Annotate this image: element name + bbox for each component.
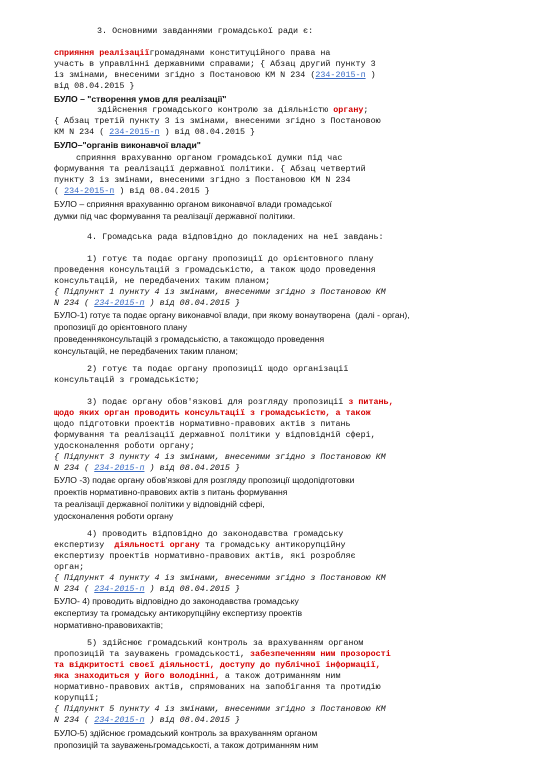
amended-text-line: 3) подає органу обов'язкові для розгляду пропозиції з питань, [87, 397, 394, 407]
previous-version-note: пропозицій та зауваженьгромадськості, а також дотриманням ним [54, 740, 319, 750]
decree-link[interactable]: 234-2015-п [94, 463, 145, 473]
text-line: 2) готує та подає органу пропозиції щодо організації [87, 364, 349, 374]
decree-link[interactable]: 234-2015-п [94, 715, 145, 725]
decree-link[interactable]: 234-2015-п [94, 584, 145, 594]
text-line: консультацій, не передбачених таким планом; [54, 276, 271, 286]
text-line: { Абзац третій пункту 3 із змінами, внесеними згідно з Постановою [54, 116, 381, 126]
amendment-note: { Підпункт 5 пункту 4 із змінами, внесеними згідно з Постановою КМ [54, 704, 386, 714]
text-line: щодо підготовки проектів нормативно-правових актів з питань [54, 419, 351, 429]
previous-version-note: БУЛО -3) подає органу обов'язкові для розгляду пропозиції щодопідготовки [54, 475, 355, 485]
text-line: проведення консультацій з громадськістю, а також щодо проведення [54, 265, 376, 275]
previous-version-note: думки під час формування та реалізації державної політики. [54, 211, 296, 221]
text-line: сприяння врахуванню органом громадської думки під час [76, 153, 343, 163]
text-line: удосконалення роботи органу; [54, 441, 195, 451]
text-line: формування та реалізації державної політики. { Абзац четвертий [54, 164, 366, 174]
text-line: експертизу проектів нормативно-правових актів, які розробляє [54, 551, 356, 561]
text-line: 4) проводить відповідно до законодавства громадську [87, 529, 344, 539]
amended-insertion: органу [333, 105, 364, 115]
previous-version-note: БУЛО – "створення умов для реалізації" [54, 94, 227, 104]
previous-version-note: нормативно-правовихактів; [54, 620, 163, 630]
previous-version-note: БУЛО-5) здійснює громадський контроль за врахуванням органом [54, 728, 318, 738]
amended-insertion: яка знаходиться у його володінні, [54, 671, 220, 681]
amended-text-line: яка знаходиться у його володінні, а також дотриманням ним [54, 671, 341, 681]
text-line: КМ N 234 ( 234-2015-п ) від 08.04.2015 } [54, 127, 256, 137]
decree-link[interactable]: 234-2015-п [64, 186, 115, 196]
amended-insertion: з питань, [348, 397, 394, 407]
previous-version-note: БУЛО – сприяння врахуванню органом виконавчої влади громадської [54, 199, 332, 209]
amended-insertion: забезпеченням ним прозорості [250, 649, 391, 659]
heading-item-3: 3. Основними завданнями громадської ради є: [97, 26, 314, 36]
previous-version-note: БУЛО- 4) проводить відповідно до законодавства громадську [54, 596, 299, 606]
previous-version-note: удосконалення роботи органу [54, 511, 174, 521]
text-line: від 08.04.2015 } [54, 81, 135, 91]
amendment-note: N 234 ( 234-2015-п ) від 08.04.2015 } [54, 463, 240, 473]
text-line: консультацій з громадськістю; [54, 375, 200, 385]
decree-link[interactable]: 234-2015-п [109, 127, 160, 137]
previous-version-note: консультацій, не передбачених таким планом; [54, 346, 238, 356]
text-line: 1) готує та подає органу пропозиції до орієнтовного плану [87, 254, 374, 264]
text-line: формування та реалізації державної політики у відповідній сфері, [54, 430, 376, 440]
text-line: пункту 3 із змінами, внесеними згідно з Постановою КМ N 234 [54, 175, 351, 185]
previous-version-note: БУЛО–"органів виконавчої влади" [54, 140, 201, 150]
amended-text-line: здійснення громадського контролю за діяльністю органу; [97, 105, 369, 115]
text-line: корупції; [54, 693, 100, 703]
amendment-note: N 234 ( 234-2015-п ) від 08.04.2015 } [54, 584, 240, 594]
amendment-note: { Підпункт 4 пункту 4 із змінами, внесеними згідно з Постановою КМ [54, 573, 386, 583]
decree-link[interactable]: 234-2015-п [315, 70, 366, 80]
amended-insertion: діяльності органу [114, 540, 200, 550]
previous-version-note: проектів нормативно-правових актів з питань формування [54, 487, 288, 497]
amended-text-line: пропозицій та зауважень громадськості, забезпеченням ним прозорості [54, 649, 391, 659]
amendment-note: { Підпункт 1 пункту 4 із змінами, внесеними згідно з Постановою КМ [54, 287, 386, 297]
text-line: із змінами, внесеними згідно з Постановою КМ N 234 (234-2015-п ) [54, 70, 376, 80]
amendment-note: { Підпункт 3 пункту 4 із змінами, внесеними згідно з Постановою КМ [54, 452, 386, 462]
amended-insertion: та відкритості своєї діяльності, доступу до публічної інформації, [54, 660, 381, 670]
amendment-note: N 234 ( 234-2015-п ) від 08.04.2015 } [54, 715, 240, 725]
previous-version-note: пропозиції до орієнтовного плану [54, 322, 187, 332]
amended-insertion: сприяння реалізації [54, 48, 150, 58]
decree-link[interactable]: 234-2015-п [94, 298, 145, 308]
amended-text-line: експертизу діяльності органу та громадську антикорупційну [54, 540, 346, 550]
heading-item-4: 4. Громадська рада відповідно до покладених на неї завдань: [87, 232, 384, 242]
text-line: орган; [54, 562, 85, 572]
amendment-note: N 234 ( 234-2015-п ) від 08.04.2015 } [54, 298, 240, 308]
previous-version-note: експертизу та громадську антикорупційну експертизу проектів [54, 608, 303, 618]
text-line: 5) здійснює громадський контроль за врахуванням органом [87, 638, 364, 648]
text-line: участь в управлінні державними справами; { Абзац другий пункту 3 [54, 59, 376, 69]
text-line: нормативно-правових актів, спрямованих на запобігання та протидію [54, 682, 381, 692]
previous-version-note: проведенняконсультацій з громадськістю, а такожщодо проведення [54, 334, 325, 344]
previous-version-note: та реалізації державної політики у відповідній сфері, [54, 499, 265, 509]
text-line: ( 234-2015-п ) від 08.04.2015 } [54, 186, 210, 196]
previous-version-note: БУЛО-1) готує та подає органу виконавчої влади, при якому вонаутворена (далі - орган), [54, 310, 410, 320]
amended-insertion: щодо яких орган проводить консультації з громадськістю, а також [54, 408, 371, 418]
amended-text-line: сприяння реалізаціїгромадянами конституційного права на [54, 48, 331, 58]
